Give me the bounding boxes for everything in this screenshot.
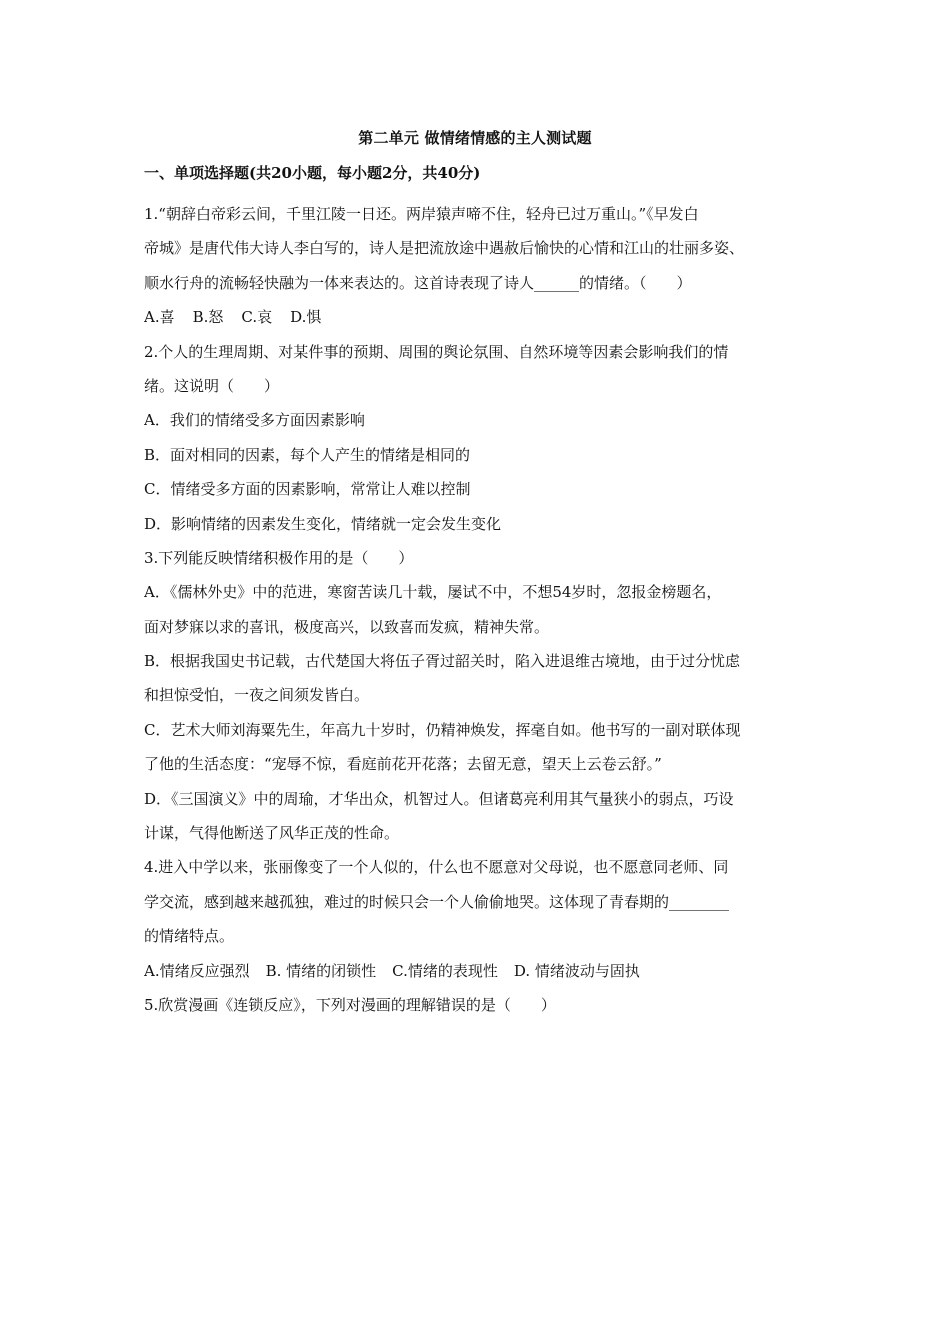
q2-stem-line-1: 2.个人的生理周期、对某件事的预期、周围的舆论氛围、自然环境等因素会影响我们的情 (144, 342, 729, 361)
q1-stem-line-1: 1.“朝辞白帝彩云间，千里江陵一日还。两岸猿声啼不住，轻舟已过万重山。”《早发白 (144, 205, 699, 223)
q4-option-b: B. 情绪的闭锁性 (265, 961, 377, 980)
q4-option-d: D. 情绪波动与固执 (513, 961, 640, 980)
q3-option-d-line-2: 计谋，气得他断送了风华正茂的性命。 (144, 824, 400, 843)
page-title: 第二单元 做情绪情感的主人测试题 (358, 129, 592, 147)
q1-option-d: D.惧 (290, 308, 322, 327)
q3-option-c-line-1: C．艺术大师刘海粟先生，年高九十岁时，仍精神焕发，挥毫自如。他书写的一副对联体现 (144, 720, 741, 739)
q4-stem-line-2: 学交流，感到越来越孤独，难过的时候只会一个人偷偷地哭。这体现了青春期的________ (144, 892, 730, 911)
q2-option-b: B．面对相同的因素，每个人产生的情绪是相同的 (144, 445, 471, 464)
q3-stem: 3.下列能反映情绪积极作用的是（ ） (144, 548, 414, 567)
q3-option-b-line-1: B．根据我国史书记载，古代楚国大将伍子胥过韶关时，陷入进退维古境地，由于过分忧虑 (144, 652, 741, 671)
q4-option-a: A.情绪反应强烈 (144, 961, 250, 980)
q3-option-a-line-1: A．《儒林外史》中的范进，寒窗苦读几十载，屡试不中，不想54岁时，忽报金榜题名， (144, 583, 722, 602)
q2-option-d: D．影响情绪的因素发生变化，情绪就一定会发生变化 (144, 514, 502, 533)
q1-option-c: C.哀 (241, 308, 273, 327)
q3-option-c-line-2: 了他的生活态度：“宠辱不惊，看庭前花开花落；去留无意，望天上云卷云舒。” (144, 755, 662, 774)
q3-option-d-line-1: D．《三国演义》中的周瑜，才华出众，机智过人。但诸葛亮利用其气量狭小的弱点，巧设 (144, 789, 734, 808)
question-list (144, 197, 812, 1022)
q4-options (144, 954, 812, 988)
q2-option-c: C．情绪受多方面的因素影响，常常让人难以控制 (144, 480, 471, 499)
q1-options (144, 300, 812, 334)
q4-option-c: C.情绪的表现性 (392, 961, 498, 980)
q1-stem-line-2: 帝城》是唐代伟大诗人李白写的，诗人是把流放途中遇赦后愉快的心情和江山的壮丽多姿、 (144, 239, 745, 258)
q2-option-a: A．我们的情绪受多方面因素影响 (144, 411, 365, 430)
q1-stem-line-3: 顺水行舟的流畅轻快融为一体来表达的。这首诗表现了诗人______的情绪。（ ） (144, 273, 692, 292)
q3-option-b-line-2: 和担惊受怕，一夜之间须发皆白。 (144, 686, 370, 705)
q3-option-a-line-2: 面对梦寐以求的喜讯，极度高兴，以致喜而发疯，精神失常。 (144, 617, 550, 636)
section-heading: 一、单项选择题(共20小题，每小题2分，共40分) (144, 164, 481, 182)
q1-option-b: B.怒 (192, 308, 224, 327)
q2-stem-line-2: 绪。这说明（ ） (144, 376, 280, 395)
q4-stem-line-3: 的情绪特点。 (144, 927, 235, 946)
q4-stem-line-1: 4.进入中学以来，张丽像变了一个人似的，什么也不愿意对父母说，也不愿意同老师、同 (144, 858, 729, 877)
q5-stem: 5.欣赏漫画《连锁反应》，下列对漫画的理解错误的是（ ） (144, 995, 556, 1014)
q1-option-a: A.喜 (144, 308, 175, 327)
